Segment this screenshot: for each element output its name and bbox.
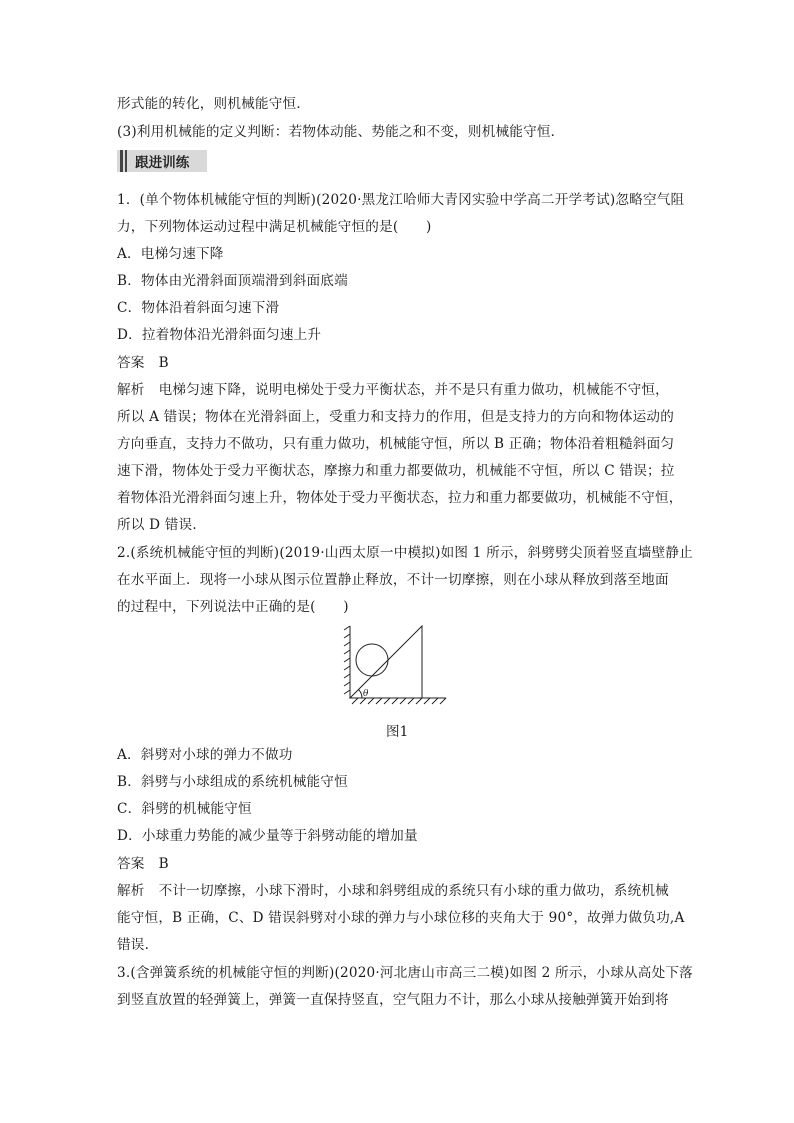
wedge-ball-figure xyxy=(342,622,452,714)
wall-hatch xyxy=(344,634,350,638)
ground-hatch xyxy=(400,698,406,704)
q1-analysis-line-1 xyxy=(117,380,682,400)
q1-analysis-text: 电梯匀速下降，说明电梯处于受力平衡状态，并不是只有重力做功，机械能不守恒， xyxy=(158,382,669,398)
ground-hatch xyxy=(392,698,398,704)
theta-label: θ xyxy=(363,689,369,699)
q2-stem-line-2: 在水平面上．现将一小球从图示位置静止释放，不计一切摩擦，则在小球从释放到落至地面 xyxy=(117,572,669,588)
q1-option-a: A．电梯匀速下降 xyxy=(117,246,224,262)
q2-analysis-line-3: 错误. xyxy=(117,937,150,953)
q1-option-c: C．物体沿着斜面匀速下滑 xyxy=(117,300,280,316)
q2-option-d: D．小球重力势能的减少量等于斜劈动能的增加量 xyxy=(117,828,418,844)
q1-stem-line-1: 1．(单个物体机械能守恒的判断)(2020·黑龙江哈师大青冈实验中学高二开学考试)忽略空气阻 xyxy=(117,192,685,208)
section-title: 跟进训练 xyxy=(135,155,190,171)
q2-stem-line-1: 2.(系统机械能守恒的判断)(2019·山西太原一中模拟)如图 1 所示，斜劈劈尖顶着竖直墙壁静止 xyxy=(117,545,693,561)
figure-caption: 图1 xyxy=(386,724,409,740)
wall-hatch xyxy=(344,682,350,686)
ground-hatch xyxy=(408,698,414,704)
wall-hatch xyxy=(344,650,350,654)
q1-answer-value: B xyxy=(158,355,169,371)
q2-option-a: A．斜劈对小球的弹力不做功 xyxy=(117,747,293,763)
q1-stem-line-2: 力，下列物体运动过程中满足机械能守恒的是( ) xyxy=(117,219,432,235)
q1-analysis-line-6: 所以 D 错误. xyxy=(117,517,197,533)
q1-analysis-line-3: 方向垂直，支持力不做功，只有重力做功，机械能守恒，所以 B 正确；物体沿着粗糙斜面匀 xyxy=(117,436,675,452)
q2-analysis-line-1 xyxy=(117,881,682,901)
q2-analysis-text: 不计一切摩擦，小球下滑时，小球和斜劈组成的系统只有小球的重力做功，系统机械 xyxy=(158,883,669,899)
q1-option-b: B．物体由光滑斜面顶端滑到斜面底端 xyxy=(117,273,348,289)
q1-analysis-line-2: 所以 A 错误；物体在光滑斜面上，受重力和支持力的作用，但是支持力的方向和物体运动的 xyxy=(117,409,675,425)
q2-option-b: B．斜劈与小球组成的系统机械能守恒 xyxy=(117,774,348,790)
section-bar-decoration xyxy=(120,150,123,172)
angle-arc xyxy=(359,690,363,699)
q1-answer xyxy=(117,353,682,373)
ground-hatch xyxy=(368,698,374,704)
q2-analysis-line-2: 能守恒，B 正确，C、D 错误斜劈对小球的弹力与小球位移的夹角大于 90°，故弹力做负功,A xyxy=(117,910,685,926)
q2-answer-label: 答案 xyxy=(117,856,145,872)
q3-stem-line-1: 3.(含弹簧系统的机械能守恒的判断)(2020·河北唐山市高三二模)如图 2 所示，小球从高处下落 xyxy=(117,965,693,981)
ground-hatch xyxy=(352,698,358,704)
q1-analysis-label: 解析 xyxy=(117,382,145,398)
ground-hatch xyxy=(384,698,390,704)
ground-hatch xyxy=(432,698,438,704)
wall-hatch xyxy=(344,626,350,630)
ground-hatch xyxy=(416,698,422,704)
q2-option-c: C．斜劈的机械能守恒 xyxy=(117,801,252,817)
ground-hatch xyxy=(424,698,430,704)
section-bar-decoration-2 xyxy=(125,150,127,172)
wall-hatch xyxy=(344,674,350,678)
ground-hatch xyxy=(376,698,382,704)
q2-answer xyxy=(117,854,682,874)
q2-answer-value: B xyxy=(158,856,169,872)
q1-option-d: D．拉着物体沿光滑斜面匀速上升 xyxy=(117,327,322,343)
q1-answer-label: 答案 xyxy=(117,355,145,371)
wall-hatch xyxy=(344,642,350,646)
ball xyxy=(356,644,388,676)
q2-analysis-label: 解析 xyxy=(117,883,145,899)
q1-analysis-line-4: 速下滑，物体处于受力平衡状态，摩擦力和重力都要做功，机械能不守恒，所以 C 错误；拉 xyxy=(117,463,675,479)
wall-hatch xyxy=(344,690,350,694)
intro-line-2: (3)利用机械能的定义判断：若物体动能、势能之和不变，则机械能守恒． xyxy=(117,124,565,140)
intro-line-1: 形式能的转化，则机械能守恒． xyxy=(117,96,311,112)
q1-analysis-line-5: 着物体沿光滑斜面匀速上升，物体处于受力平衡状态，拉力和重力都要做功，机械能不守恒， xyxy=(117,490,683,506)
q2-stem-line-3: 的过程中，下列说法中正确的是( ) xyxy=(117,599,349,615)
wall-hatch xyxy=(344,658,350,662)
wedge xyxy=(350,626,422,698)
section-header xyxy=(117,150,207,172)
wall-hatch xyxy=(344,666,350,670)
q3-stem-line-2: 到竖直放置的轻弹簧上，弹簧一直保持竖直，空气阻力不计，那么小球从接触弹簧开始到将 xyxy=(117,992,669,1008)
ground-hatch xyxy=(440,698,446,704)
